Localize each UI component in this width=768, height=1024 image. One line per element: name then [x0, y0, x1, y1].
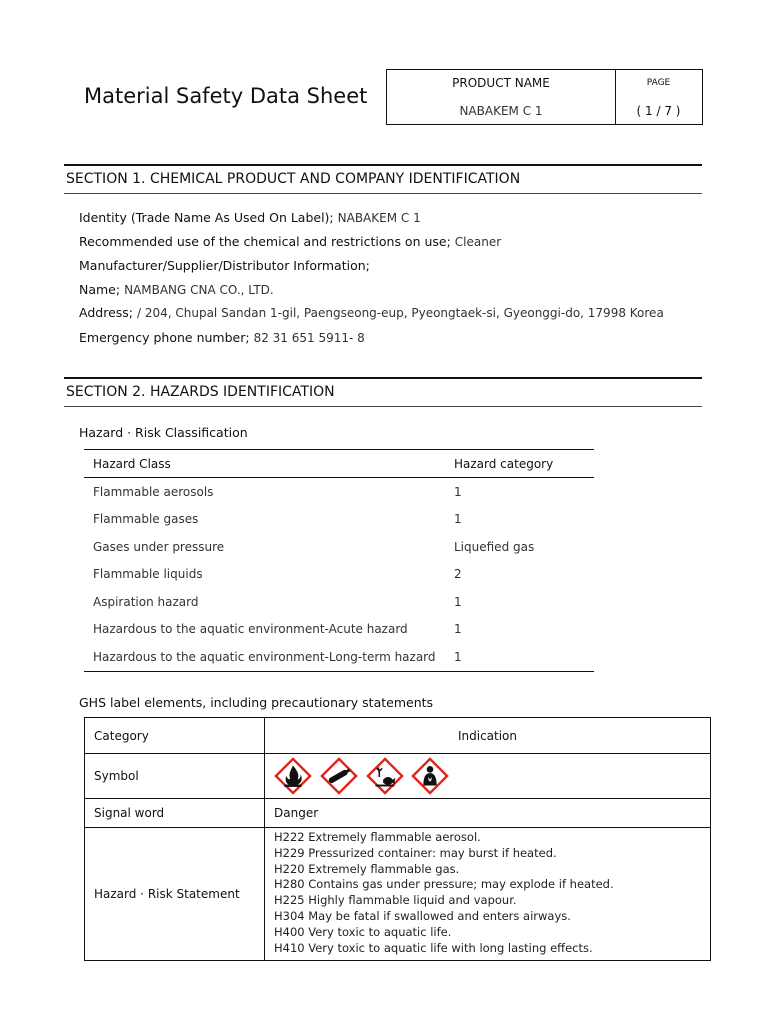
hazard-class-cell: Flammable gases [93, 512, 199, 527]
section1-heading: SECTION 1. CHEMICAL PRODUCT AND COMPANY IDENTIFICATION [66, 171, 521, 187]
product-name-value: NABAKEM C 1 [459, 104, 543, 118]
product-header-box [386, 69, 703, 125]
symbol-label: Symbol [85, 754, 265, 799]
hazard-classification-table [84, 449, 594, 672]
indication-header: Indication [265, 718, 711, 754]
identity-label: Identity (Trade Name As Used On Label); [79, 210, 334, 225]
hazard-statement: H229 Pressurized container: may burst if heated. [274, 845, 557, 860]
health-hazard-icon [411, 757, 449, 795]
document-title: Material Safety Data Sheet [84, 84, 368, 108]
phone-value: 82 31 651 5911- 8 [253, 331, 365, 345]
hazard-statement: H280 Contains gas under pressure; may explode if heated. [274, 877, 614, 892]
section1-bottom-rule [64, 193, 702, 194]
section2-top-rule [64, 377, 702, 379]
table-row [84, 506, 594, 534]
classification-label: Hazard · Risk Classification [79, 425, 248, 440]
hazard-category-cell: 1 [454, 622, 462, 637]
gas-cylinder-icon [320, 757, 358, 795]
section2-heading: SECTION 2. HAZARDS IDENTIFICATION [66, 384, 335, 400]
hazard-statement: H225 Highly flammable liquid and vapour. [274, 893, 517, 908]
flame-icon [274, 757, 312, 795]
signal-word-value: Danger [265, 799, 711, 828]
table-row [84, 478, 594, 506]
signal-word-row [85, 799, 711, 828]
hazard-category-cell: 1 [454, 512, 462, 527]
hazard-statement-list [274, 828, 710, 960]
table-row [84, 561, 594, 589]
table-row [84, 588, 594, 616]
hazard-category-cell: 1 [454, 484, 462, 499]
identity-value: NABAKEM C 1 [337, 211, 421, 225]
hazard-statement: H222 Extremely flammable aerosol. [274, 830, 481, 844]
hazard-statement: H400 Very toxic to aquatic life. [274, 924, 452, 939]
section2-bottom-rule [64, 406, 702, 407]
hazard-class-cell: Flammable aerosols [93, 484, 214, 499]
hazard-statement-label: Hazard · Risk Statement [85, 828, 265, 961]
hazard-statement-row [85, 828, 711, 961]
environment-icon [366, 757, 404, 795]
manufacturer-line [79, 258, 370, 273]
hazard-class-cell: Hazardous to the aquatic environment-Long-term hazard [84, 643, 445, 671]
table-row [84, 616, 594, 644]
hazard-statement: H220 Extremely flammable gas. [274, 861, 460, 876]
symbol-cell [265, 754, 711, 799]
hazard-category-cell: 1 [454, 594, 462, 609]
hazard-statement: H410 Very toxic to aquatic life with long lasting effects. [274, 940, 593, 955]
symbol-row [85, 754, 711, 799]
table-row [84, 643, 594, 671]
manufacturer-label: Manufacturer/Supplier/Distributor Information; [79, 258, 370, 273]
signal-word-label: Signal word [85, 799, 265, 828]
hazard-class-cell: Aspiration hazard [93, 594, 199, 609]
name-line [79, 282, 274, 297]
hazard-class-cell: Gases under pressure [93, 539, 225, 554]
ghs-header-row [85, 718, 711, 754]
hazard-class-header: Hazard Class [84, 450, 445, 478]
phone-label: Emergency phone number; [79, 330, 250, 345]
category-header: Category [85, 718, 265, 754]
ghs-label: GHS label elements, including precautionary statements [79, 695, 434, 710]
table-header-row [84, 450, 594, 478]
address-label: Address; [79, 305, 133, 320]
use-line [79, 234, 501, 249]
product-name-label: PRODUCT NAME [452, 76, 550, 90]
table-row [84, 533, 594, 561]
address-value: / 204, Chupal Sandan 1-gil, Paengseong-eup, Pyeongtaek-si, Gyeonggi-do, 17998 Korea [136, 306, 664, 320]
hazard-category-cell: Liquefied gas [454, 539, 535, 554]
phone-line [79, 330, 365, 345]
identity-line [79, 210, 421, 225]
hazard-statement-cell [265, 828, 711, 961]
hazard-category-header: Hazard category [445, 450, 594, 478]
page-label: PAGE [646, 78, 671, 88]
hazard-category-cell: 1 [445, 643, 594, 671]
use-value: Cleaner [454, 235, 502, 249]
hazard-statement: H304 May be fatal if swallowed and enters airways. [274, 908, 571, 923]
name-value: NAMBANG CNA CO., LTD. [124, 283, 274, 297]
section1-top-rule [64, 164, 702, 166]
name-label: Name; [79, 282, 121, 297]
page-value: ( 1 / 7 ) [636, 104, 681, 118]
hazard-class-cell: Flammable liquids [93, 567, 203, 582]
address-line [79, 305, 664, 320]
hazard-category-cell: 2 [454, 567, 462, 582]
use-label: Recommended use of the chemical and restrictions on use; [79, 234, 451, 249]
ghs-label-table [84, 717, 711, 961]
hazard-class-cell: Hazardous to the aquatic environment-Acute hazard [93, 622, 408, 637]
